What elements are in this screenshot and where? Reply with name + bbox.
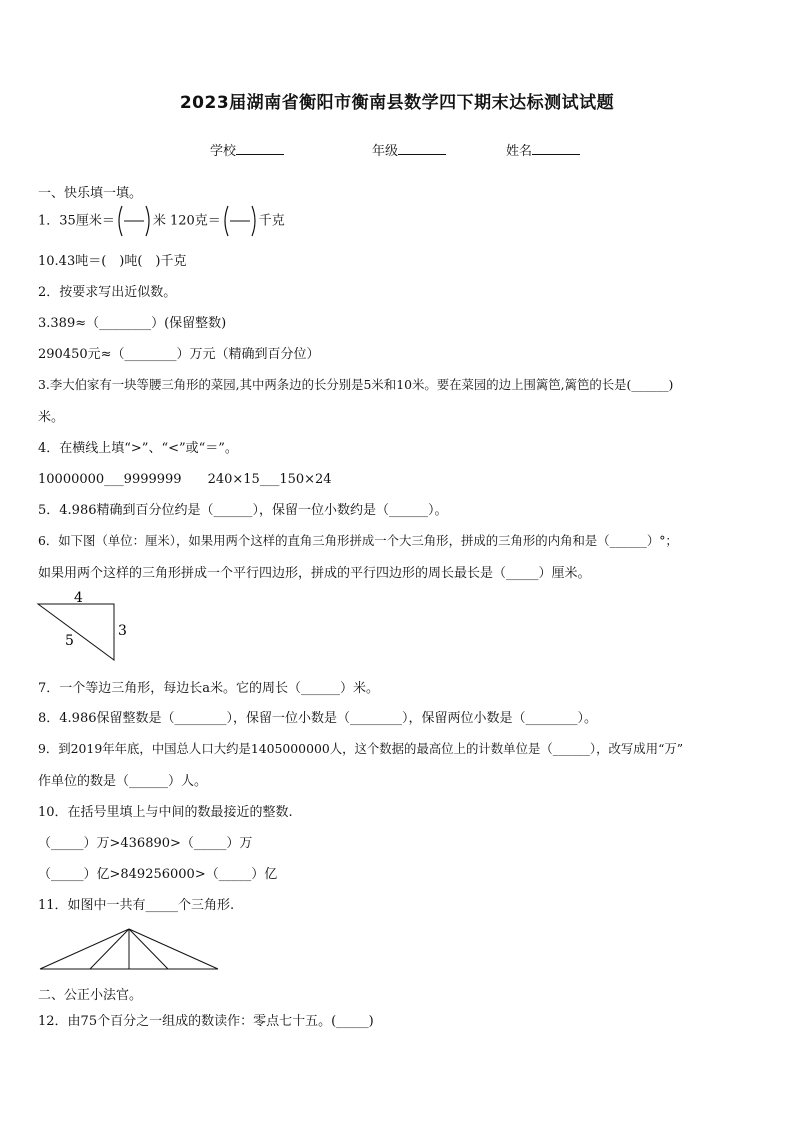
question-7: 7．一个等边三角形，每边长a米。它的周长（______）米。 bbox=[38, 681, 380, 696]
right-triangle-figure bbox=[34, 588, 134, 664]
q1-number: 1． bbox=[38, 213, 60, 229]
school-field bbox=[210, 140, 284, 159]
question-9-line-2: 作单位的数是（______）人。 bbox=[38, 774, 208, 789]
right-triangle-shape bbox=[38, 604, 114, 660]
q1-part-a: 35厘米＝ bbox=[59, 213, 115, 229]
section-2-heading: 二、公正小法官。 bbox=[38, 988, 143, 1003]
triangle-count-figure bbox=[38, 926, 220, 972]
grade-label: 年级 bbox=[372, 144, 399, 159]
question-6-line-2: 如果用两个这样的三角形拼成一个平行四边形，拼成的平行四边形的周长最长是（_____）厘米。 bbox=[38, 566, 591, 581]
question-1 bbox=[38, 204, 285, 238]
school-label: 学校 bbox=[210, 144, 237, 159]
triangle-hyp-label: 5 bbox=[65, 633, 74, 649]
question-10b: （_____）亿>849256000>（_____）亿 bbox=[38, 867, 278, 882]
school-blank[interactable] bbox=[236, 141, 284, 155]
question-5: 5．4.986精确到百分位约是（______），保留一位小数约是（______）。 bbox=[38, 503, 448, 518]
question-4: 4．在横线上填“>”、“<”或“＝”。 bbox=[38, 441, 238, 456]
question-6-line-1: 6．如下图（单位：厘米），如果用两个这样的直角三角形拼成一个大三角形，拼成的三角形的内角和是（______）°； bbox=[38, 533, 678, 548]
question-2: 2．按要求写出近似数。 bbox=[38, 285, 177, 300]
grade-field bbox=[372, 140, 446, 159]
triangle-right-label: 3 bbox=[118, 623, 127, 639]
question-2b: 290450元≈（________）万元（精确到百分位） bbox=[38, 347, 320, 362]
name-blank[interactable] bbox=[532, 141, 580, 155]
question-3-line-2: 米。 bbox=[38, 410, 65, 425]
question-1b: 10.43吨＝( )吨( )千克 bbox=[38, 254, 187, 269]
grade-blank[interactable] bbox=[398, 141, 446, 155]
question-11: 11．如图中一共有_____个三角形. bbox=[38, 898, 235, 913]
section-1-heading: 一、快乐填一填。 bbox=[38, 186, 143, 201]
q1-part-b: 米 120克＝ bbox=[152, 213, 221, 229]
q1-part-c: 千克 bbox=[258, 213, 285, 229]
question-9-line-1: 9．到2019年年底，中国总人口大约是1405000000人，这个数据的最高位上的计数单位是（______），改写成用“万” bbox=[38, 741, 684, 756]
question-2a: 3.389≈（________）(保留整数) bbox=[38, 316, 227, 331]
name-label: 姓名 bbox=[506, 144, 533, 159]
question-3-line-1: 3.李大伯家有一块等腰三角形的菜园,其中两条边的长分别是5米和10米。要在菜园的边上围篱笆,篱笆的长是(______) bbox=[38, 377, 674, 392]
question-10a: （_____）万>436890>（_____）万 bbox=[38, 836, 253, 851]
fraction-blank-1[interactable] bbox=[115, 204, 153, 238]
triangle-top-label: 4 bbox=[74, 590, 83, 606]
fraction-blank-2[interactable] bbox=[221, 204, 259, 238]
page-title: 2023届湖南省衡阳市衡南县数学四下期末达标测试试题 bbox=[179, 93, 615, 113]
question-10: 10．在括号里填上与中间的数最接近的整数. bbox=[38, 805, 293, 820]
name-field bbox=[506, 140, 580, 159]
question-8: 8．4.986保留整数是（________），保留一位小数是（________），保留两位小数是（________）。 bbox=[38, 711, 597, 726]
question-12: 12．由75个百分之一组成的数读作：零点七十五。(_____) bbox=[38, 1014, 374, 1029]
question-4a: 10000000___9999999 240×15___150×24 bbox=[38, 472, 332, 487]
